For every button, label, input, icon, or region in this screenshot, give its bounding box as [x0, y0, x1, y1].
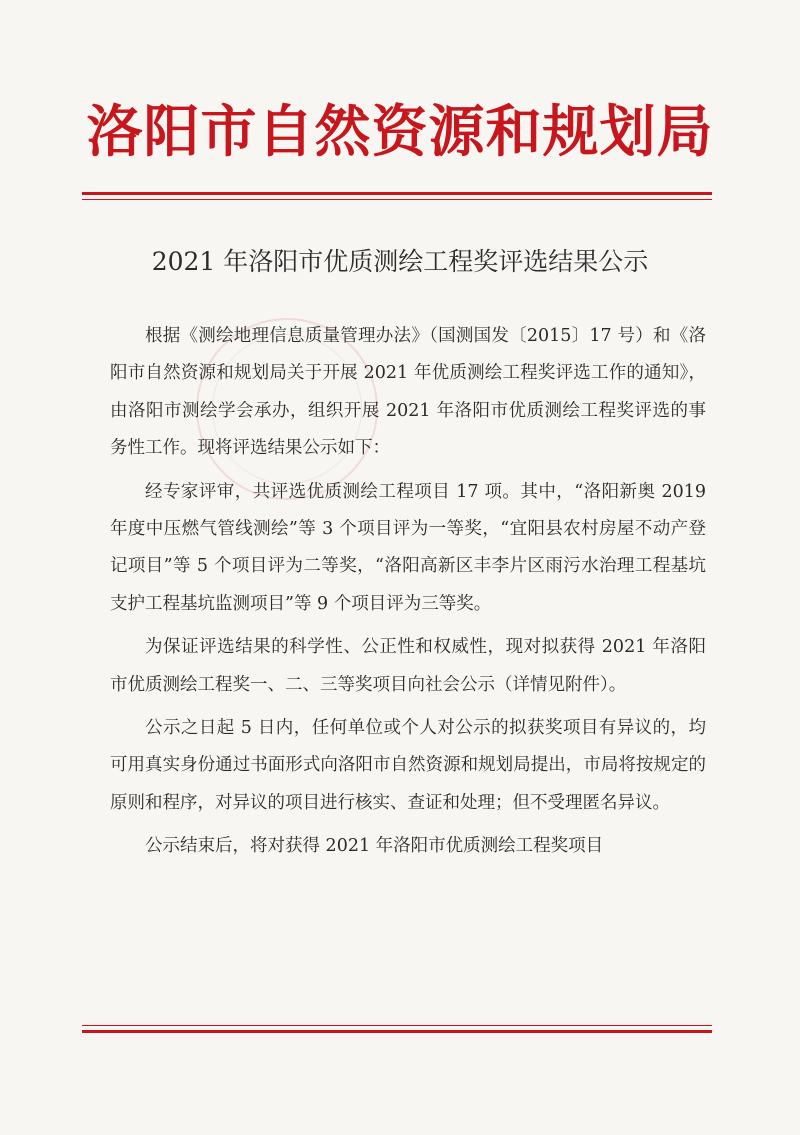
document-body [110, 318, 706, 872]
footer-rule-thick [82, 1030, 712, 1033]
footer-rule-thin [82, 1025, 712, 1026]
paragraph-closing: 公示结束后，将对获得 2021 年洛阳市优质测绘工程奖项目 [145, 836, 604, 857]
letterhead-rule-thick [82, 192, 712, 195]
letterhead-title: 洛阳市自然资源和规划局 [86, 99, 714, 165]
paragraph-basis: 根据《测绘地理信息质量管理办法》（国测国发〔2015〕17 号）和《洛阳市自然资源和规划局关于开展 2021 年优质测绘工程奖评选工作的通知》，由洛阳市测绘学会承办，组织开展 2021 年洛阳市优质测绘工程奖评选的事务性工作。现将评选结果公示如下： [110, 326, 706, 459]
letterhead-rule-thin [82, 199, 712, 200]
document-title: 2021 年洛阳市优质测绘工程奖评选结果公示 [151, 247, 649, 276]
paragraph-objection: 公示之日起 5 日内，任何单位或个人对公示的拟获奖项目有异议的，均可用真实身份通过书面形式向洛阳市自然资源和规划局提出，市局将按规定的原则和程序，对异议的项目进行核实、查证和处理；但不受理匿名异议。 [110, 718, 706, 813]
paragraph-results: 经专家评审，共评选优质测绘工程项目 17 项。其中，“洛阳新奥 2019 年度中压燃气管线测绘”等 3 个项目评为一等奖，“宜阳县农村房屋不动产登记项目”等 5 个项目评为二等奖，“洛阳高新区丰李片区雨污水治理工程基坑支护工程基坑监测项目”等 9 个项目评为三等奖。 [110, 481, 706, 614]
paragraph-publicity: 为保证评选结果的科学性、公正性和权威性，现对拟获得 2021 年洛阳市优质测绘工程奖一、二、三等奖项目向社会公示（详情见附件）。 [110, 637, 706, 695]
